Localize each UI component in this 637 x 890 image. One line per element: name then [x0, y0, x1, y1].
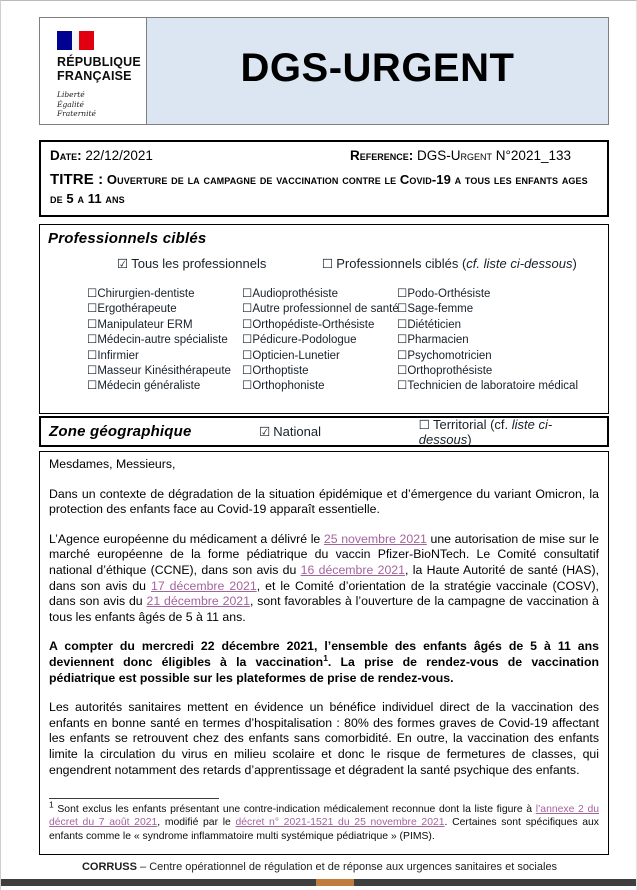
profession-item — [242, 317, 397, 332]
paragraph-authorizations: L’Agence européenne du médicament a délivré le 25 novembre 2021 une autorisation de mise sur le marché européenne de la forme pédiatrique du vaccin Pfizer-BioNTech. Le Comité consultatif national d’éthique (CCNE), dans son avis du 16 décembre 2021, la Haute Autorité de santé (HAS), dans son avis du 17 décembre 2021, et le Comité d’orientation de la stratégie vaccinale (COSV), dans son avis du 21 décembre 2021, sont favorables à l’ouverture de la campagne de vaccination à tous les enfants âgés de 5 à 11 ans. — [49, 531, 599, 624]
profession-label: Pharmacien — [407, 334, 469, 347]
profession-item — [242, 378, 397, 393]
option-territorial: ☐ Territorial (cf. liste ci-dessous) — [418, 416, 553, 447]
checkbox-unchecked-icon: ☐ — [242, 362, 253, 377]
paragraph-context: Dans un contexte de dégradation de la situation épidémique et d’émergence du variant Omicron, la protection des enfants face au Covid-19 apparaît essentielle. — [49, 486, 599, 517]
header-title-banner — [147, 18, 608, 124]
profession-label: Autre professionnel de santé — [252, 303, 399, 316]
footer-corruss — [1, 861, 637, 873]
french-flag-icon — [57, 31, 94, 50]
checkbox-unchecked-icon: ☐ — [397, 332, 408, 347]
checkbox-unchecked-icon: ☐ — [322, 256, 334, 271]
professions-checkbox-grid — [87, 286, 600, 394]
profession-item — [87, 348, 242, 363]
profession-item — [87, 301, 242, 316]
logo-republique: RÉPUBLIQUE — [57, 55, 141, 69]
profession-label: Podo-Orthésiste — [407, 288, 491, 300]
checkbox-unchecked-icon: ☐ — [397, 301, 408, 316]
checkbox-unchecked-icon: ☐ — [397, 286, 408, 300]
zone-section — [39, 416, 609, 447]
footer-bar — [1, 879, 637, 886]
checkbox-unchecked-icon: ☐ — [87, 332, 98, 347]
profession-label: Masseur Kinésithérapeute — [97, 364, 231, 377]
checkbox-unchecked-icon: ☐ — [87, 378, 98, 393]
reference-value: DGS-Urgent N°2021_133 — [417, 148, 571, 163]
footer-text: – Centre opérationnel de régulation et de réponse aux urgences sanitaires et sociales — [140, 861, 558, 873]
profession-label: Orthopédiste-Orthésiste — [252, 318, 375, 331]
professionals-section-title: Professionnels ciblés — [48, 230, 207, 247]
profession-label: Opticien-Lunetier — [252, 349, 340, 362]
checkbox-unchecked-icon: ☐ — [242, 347, 253, 362]
profession-label: Médecin-autre spécialiste — [97, 334, 228, 347]
profession-item — [397, 378, 600, 393]
profession-label: Technicien de laboratoire médical — [407, 380, 578, 393]
footer-org: CORRUSS — [81, 861, 137, 873]
document-title — [50, 170, 598, 208]
checkbox-unchecked-icon: ☐ — [397, 378, 408, 393]
profession-label: Médecin généraliste — [97, 380, 201, 393]
profession-item — [87, 286, 242, 301]
profession-label: Psychomotricien — [407, 349, 492, 362]
option-national: ☑ National — [259, 424, 321, 439]
salutation: Mesdames, Messieurs, — [49, 457, 176, 471]
page-title: DGS-URGENT — [240, 45, 515, 90]
profession-label: Orthophoniste — [252, 380, 325, 393]
profession-item — [87, 332, 242, 347]
profession-item — [87, 378, 242, 393]
meta-box — [39, 140, 609, 217]
profession-label: Manipulateur ERM — [97, 318, 193, 331]
profession-item — [397, 348, 600, 363]
reference-field — [350, 148, 571, 163]
link-25-novembre-2021[interactable]: 25 novembre 2021 — [323, 531, 427, 546]
checkbox-unchecked-icon: ☐ — [418, 416, 430, 432]
profession-label: Audioprothésiste — [252, 288, 338, 300]
paragraph-eligibility: A compter du mercredi 22 décembre 2021, l’ensemble des enfants âgés de 5 à 11 ans deviennent donc éligibles à la vaccination$^1$. La prise de rendez-vous de vaccination pédiatrique est possible sur les plateformes de prise de rendez-vous. — [49, 639, 599, 685]
option-targeted-professionals: ☐ Professionnels ciblés (cf. liste ci-dessous) — [322, 256, 577, 271]
checkbox-unchecked-icon: ☐ — [242, 316, 253, 331]
logo-francaise: FRANÇAISE — [57, 69, 132, 83]
letter-body — [39, 451, 609, 855]
profession-item — [397, 317, 600, 332]
checkbox-checked-icon: ☑ — [259, 424, 271, 439]
profession-label: Orthoprothésiste — [407, 364, 493, 377]
title-text: Ouverture de la campagne de vaccination contre le Covid-19 a tous les enfants ages de 5 a 11 ans — [50, 172, 588, 206]
profession-item — [397, 332, 600, 347]
link-annexe-2-decret[interactable]: l’annexe 2 du décret du 7 août 2021 — [49, 804, 599, 829]
checkbox-unchecked-icon: ☐ — [242, 332, 253, 347]
checkbox-unchecked-icon: ☐ — [87, 347, 98, 362]
link-21-decembre-2021[interactable]: 21 décembre 2021 — [146, 594, 250, 609]
profession-item — [242, 286, 397, 301]
link-17-decembre-2021[interactable]: 17 décembre 2021 — [151, 578, 257, 593]
date-label: Date: — [50, 148, 82, 163]
profession-item — [397, 286, 600, 301]
profession-label: Diététicien — [407, 318, 462, 331]
document-header — [39, 17, 609, 125]
link-16-decembre-2021[interactable]: 16 décembre 2021 — [300, 562, 405, 577]
professionals-section — [39, 224, 609, 414]
checkbox-unchecked-icon: ☐ — [242, 286, 253, 300]
reference-label: Reference: — [350, 148, 414, 163]
checkbox-unchecked-icon: ☐ — [397, 347, 408, 362]
checkbox-unchecked-icon: ☐ — [397, 316, 408, 331]
footnote-separator — [49, 798, 219, 799]
checkbox-unchecked-icon: ☐ — [242, 378, 253, 393]
zone-section-title: Zone géographique — [49, 423, 192, 440]
profession-item — [242, 363, 397, 378]
footnote: $^1$ Sont exclus les enfants présentant une contre-indication médicalement reconnue dont la liste figure à l’annexe 2 du décret du 7 août 2021, modifié par le décret n° 2021-1521 du 25 novembre 2021. Certaines sont spécifiques aux enfants comme le « syndrome inflammatoire multi systémique pédiatrique » (PIMS). — [49, 799, 599, 842]
profession-label: Orthoptiste — [252, 364, 309, 377]
option-all-professionals: ☑ Tous les professionnels — [117, 256, 267, 271]
paragraph-benefits: Les autorités sanitaires mettent en évidence un bénéfice individuel direct de la vaccination des enfants en bonne santé en termes d’hospitalisation : 80% des formes graves de Covid-19 affectant les enfants se retrouvent chez des enfants sans comorbidité. En outre, la vaccination des enfants limite la circulation du virus en milieu scolaire et donc le risque de fermetures de classes, qui engendrent notamment des retards d’apprentissage et dégradent la santé psychique des enfants. — [49, 700, 599, 777]
checkbox-unchecked-icon: ☐ — [87, 362, 98, 377]
checkbox-unchecked-icon: ☐ — [242, 301, 253, 316]
profession-item — [397, 301, 600, 316]
profession-label: Ergothérapeute — [97, 303, 177, 316]
profession-item — [87, 363, 242, 378]
checkbox-unchecked-icon: ☐ — [87, 286, 98, 300]
date-value: 22/12/2021 — [85, 148, 153, 163]
checkbox-unchecked-icon: ☐ — [87, 301, 98, 316]
footnote-marker: 1 — [49, 799, 54, 810]
profession-item — [242, 301, 397, 316]
date-field — [50, 148, 350, 163]
republique-francaise-logo — [40, 18, 147, 124]
checkbox-unchecked-icon: ☐ — [87, 316, 98, 331]
checkbox-checked-icon: ☑ — [117, 256, 129, 271]
profession-item — [397, 363, 600, 378]
profession-label: Chirurgien-dentiste — [97, 288, 195, 300]
profession-label: Pédicure-Podologue — [252, 334, 357, 347]
link-decret-2021-1521[interactable]: décret n° 2021-1521 du 25 novembre 2021 — [235, 817, 445, 829]
profession-item — [242, 348, 397, 363]
profession-item — [242, 332, 397, 347]
footer-bar-accent — [316, 879, 354, 886]
title-label: TITRE : — [50, 171, 104, 188]
profession-label: Sage-femme — [407, 303, 474, 316]
footnote-reference: 1 — [323, 652, 328, 663]
profession-label: Infirmier — [97, 349, 139, 362]
checkbox-unchecked-icon: ☐ — [397, 362, 408, 377]
profession-item — [87, 317, 242, 332]
logo-motto: Liberté Égalité Fraternité — [57, 90, 96, 118]
